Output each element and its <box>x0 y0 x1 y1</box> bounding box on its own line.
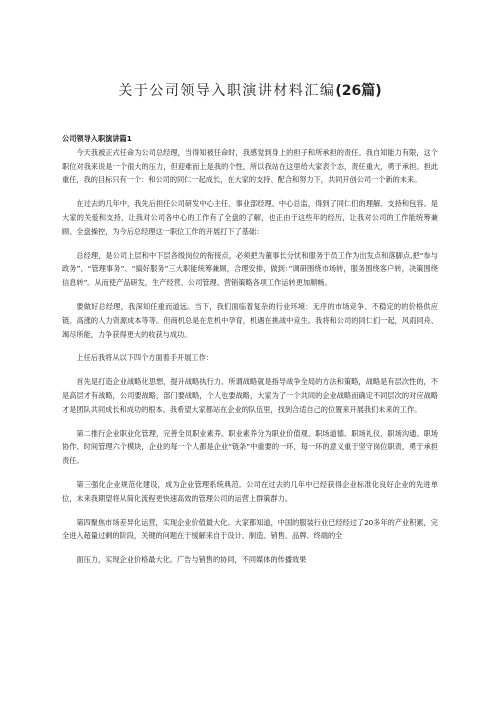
paragraph-9: 第四聚焦市场差异化运营，实现企业价值最大化。大家都知道，中国的服装行业已经经过了20多年的产业积累，完全进入超量过剩的阶段，关键的问题在于缓解来自于设计、制造、销售、品牌、终端的全 <box>62 517 438 541</box>
document-title-text: 关于公司领导入职演讲材料汇编 <box>118 83 336 99</box>
paragraph-3: 总经理，是公司上层和中下层各级岗位的衔接点，必须把为董事长分忧和服务于员工作为出发点和落脚点,把“参与政务”、“管理事务”、“搞好服务”三大职能统筹兼顾，合理安排，做到：”调研围绕市场转，服务围绕客户转，决策围绕信息转”。从而使产品研发，生产经营、公司管理、营销策略各项工作运转更加顺畅。 <box>62 250 438 288</box>
document-title-count: (26篇) <box>335 83 382 99</box>
paragraph-1: 今天我被正式任命为公司总经理，当得知被任命时，我感觉到身上的担子和所承担的责任。我自知能力有限，这个职位对我来说是一个很大的压力，但迎难而上是我的个性，所以我站在这里给大家表个态，责任重大，勇于承担。担此重任，我的目标只有一个：和公司的同仁一起成长，在大家的支持、配合和努力下，共同开创公司一个新的未来。 <box>62 147 438 185</box>
paragraph-6: 首先是打造企业战略化思想，提升战略执行力。所谓战略就是指导战争全局的方法和策略，战略是有层次性的，不是高层才有战略，公司要战略，部门要战略，个人也要战略，大家为了一个共同的企业战略而确定不同层次的对应战略才是团队共同成长和成功的根本。我希望大家都站在企业的队伍里，找到合适自己的位置来开展我们未来的工作。 <box>62 377 438 414</box>
paragraph-4: 要做好总经理，我深知任重而道远。当下，我们面临着复杂的行业环境：无序的市场竞争、不稳定的的价格供应链、高涨的人力资源成本等等。但商机总是在危机中孕育，机遇在挑战中竞生。我将和公司的同仁们一起，风雨同舟、竭尽所能，力争获得更大的收获与成功。 <box>62 301 438 339</box>
paragraph-5: 上任后我将从以下四个方面着手开展工作： <box>76 353 213 363</box>
paragraph-2: 在过去的几年中，我先后担任公司研发中心主任、事业部经理、中心总监，得到了同仁们的理解、支持和包容。是大家的关爱和支持，让我对公司各中心的工作有了全盘的了解，也正由于这些年的经历，让我对公司的工作能统筹兼顾、全盘操控，为今后总经理这一职位工作的开展打下了基础： <box>62 199 438 236</box>
document-title <box>0 80 500 100</box>
paragraph-8: 第三强化企业规范化建设，成为企业管理系统典范。公司在过去的几年中已经获得企业标准化良好企业的先进单位，未来我期望将从简化流程更快速高效的管理公司的运营上群策群力。 <box>62 479 438 503</box>
paragraph-10: 面压力，实现企业价格最大化。广告与销售的协同，不同媒体的传播效果 <box>76 555 307 565</box>
paragraph-7: 第二推行企业职业化管理，完善全员职业素养。职业素养分为职业价值观、职场道德、职场礼仪、职场沟通、职场协作、时间管理六个模块，企业的每一个人都是企业“链条”中重要的一环，每一环的意义重于坚守岗位职责，勇于承担责任。 <box>62 428 438 466</box>
section-heading: 公司领导入职演讲篇1 <box>62 134 132 143</box>
document-body <box>62 132 438 567</box>
